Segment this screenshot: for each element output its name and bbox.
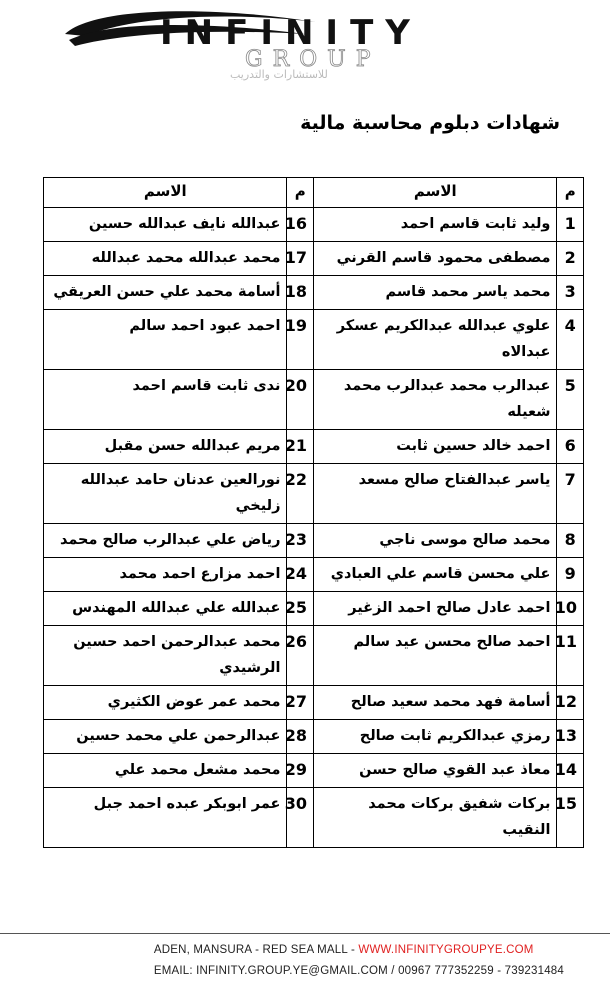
table-row xyxy=(44,242,584,276)
row-number: 20 xyxy=(287,370,314,430)
row-number: 24 xyxy=(287,558,314,592)
row-number: 28 xyxy=(287,720,314,754)
footer-website[interactable]: WWW.INFINITYGROUPYE.COM xyxy=(358,944,534,956)
row-name: محمد عبدالرحمن احمد حسين الرشيدي xyxy=(44,626,287,686)
row-name: احمد عادل صالح احمد الزغير xyxy=(314,592,557,626)
table-row xyxy=(44,370,584,430)
row-number: 3 xyxy=(557,276,584,310)
row-name: احمد خالد حسين ثابت xyxy=(314,430,557,464)
row-number: 27 xyxy=(287,686,314,720)
table-row xyxy=(44,208,584,242)
table-row xyxy=(44,524,584,558)
row-name: رمزي عبدالكريم ثابت صالح xyxy=(314,720,557,754)
table-header-row xyxy=(44,178,584,208)
row-name: محمد ياسر محمد قاسم xyxy=(314,276,557,310)
row-name: علي محسن قاسم علي العبادي xyxy=(314,558,557,592)
row-number: 13 xyxy=(557,720,584,754)
header-name-right: الاسم xyxy=(314,178,557,208)
row-number: 22 xyxy=(287,464,314,524)
logo-main-text: INFINITY xyxy=(160,13,422,53)
row-name: معاذ عبد القوي صالح حسن xyxy=(314,754,557,788)
header-name-left: الاسم xyxy=(44,178,287,208)
row-number: 7 xyxy=(557,464,584,524)
row-number: 8 xyxy=(557,524,584,558)
row-name: محمد مشعل محمد علي xyxy=(44,754,287,788)
footer-divider xyxy=(0,933,610,934)
logo-tagline: للاستشارات والتدريب xyxy=(230,68,328,81)
row-name: ندى ثابت قاسم احمد xyxy=(44,370,287,430)
row-name: محمد عبدالله محمد عبدالله xyxy=(44,242,287,276)
footer-address-line xyxy=(154,940,564,961)
row-name: أسامة محمد علي حسن العريقي xyxy=(44,276,287,310)
row-name: احمد صالح محسن عيد سالم xyxy=(314,626,557,686)
row-number: 19 xyxy=(287,310,314,370)
row-number: 14 xyxy=(557,754,584,788)
table-row xyxy=(44,276,584,310)
table-row xyxy=(44,464,584,524)
row-name: ياسر عبدالفتاح صالح مسعد xyxy=(314,464,557,524)
table-row xyxy=(44,720,584,754)
company-logo xyxy=(55,4,585,82)
document-title: شهادات دبلوم محاسبة مالية xyxy=(300,112,560,134)
row-number: 9 xyxy=(557,558,584,592)
footer xyxy=(154,940,564,982)
row-number: 29 xyxy=(287,754,314,788)
row-name: عبدالله نايف عبدالله حسين xyxy=(44,208,287,242)
row-name: نورالعين عدنان حامد عبدالله زليخي xyxy=(44,464,287,524)
row-number: 6 xyxy=(557,430,584,464)
footer-address: ADEN, MANSURA - RED SEA MALL - xyxy=(153,944,355,956)
row-number: 10 xyxy=(557,592,584,626)
row-name: رياض علي عبدالرب صالح محمد xyxy=(44,524,287,558)
row-number: 17 xyxy=(287,242,314,276)
row-name: وليد ثابت قاسم احمد xyxy=(314,208,557,242)
header-num-left: م xyxy=(287,178,314,208)
row-number: 4 xyxy=(557,310,584,370)
header-num-right: م xyxy=(557,178,584,208)
table-row xyxy=(44,754,584,788)
row-number: 1 xyxy=(557,208,584,242)
row-number: 25 xyxy=(287,592,314,626)
row-number: 23 xyxy=(287,524,314,558)
row-name: بركات شفيق بركات محمد النقيب xyxy=(314,788,557,848)
row-name: احمد عبود احمد سالم xyxy=(44,310,287,370)
row-number: 2 xyxy=(557,242,584,276)
row-number: 30 xyxy=(287,788,314,848)
table-row xyxy=(44,686,584,720)
footer-contact: EMAIL: INFINITY.GROUP.YE@GMAIL.COM / 00967 777352259 - 739231484 xyxy=(153,965,564,977)
row-name: أسامة فهد محمد سعيد صالح xyxy=(314,686,557,720)
table-row xyxy=(44,626,584,686)
row-number: 16 xyxy=(287,208,314,242)
infinity-logo-graphic xyxy=(55,4,585,82)
logo-sub-text: GROUP xyxy=(245,47,381,72)
row-name: عبدالله علي عبدالله المهندس xyxy=(44,592,287,626)
row-name: عبدالرحمن علي محمد حسين xyxy=(44,720,287,754)
row-number: 11 xyxy=(557,626,584,686)
row-number: 26 xyxy=(287,626,314,686)
row-name: عمر ابوبكر عبده احمد جبل xyxy=(44,788,287,848)
row-number: 18 xyxy=(287,276,314,310)
table-row xyxy=(44,310,584,370)
row-number: 15 xyxy=(557,788,584,848)
row-name: عبدالرب محمد عبدالرب محمد شعيله xyxy=(314,370,557,430)
certificates-table xyxy=(43,177,584,848)
row-name: علوي عبدالله عبدالكريم عسكر عبدالاه xyxy=(314,310,557,370)
row-name: محمد عمر عوض الكثيري xyxy=(44,686,287,720)
table-row xyxy=(44,558,584,592)
row-number: 5 xyxy=(557,370,584,430)
row-name: مريم عبدالله حسن مقبل xyxy=(44,430,287,464)
row-name: محمد صالح موسى ناجي xyxy=(314,524,557,558)
table-row xyxy=(44,430,584,464)
table-row xyxy=(44,592,584,626)
row-number: 21 xyxy=(287,430,314,464)
row-name: احمد مزارع احمد محمد xyxy=(44,558,287,592)
row-name: مصطفى محمود قاسم القرني xyxy=(314,242,557,276)
table-row xyxy=(44,788,584,848)
row-number: 12 xyxy=(557,686,584,720)
